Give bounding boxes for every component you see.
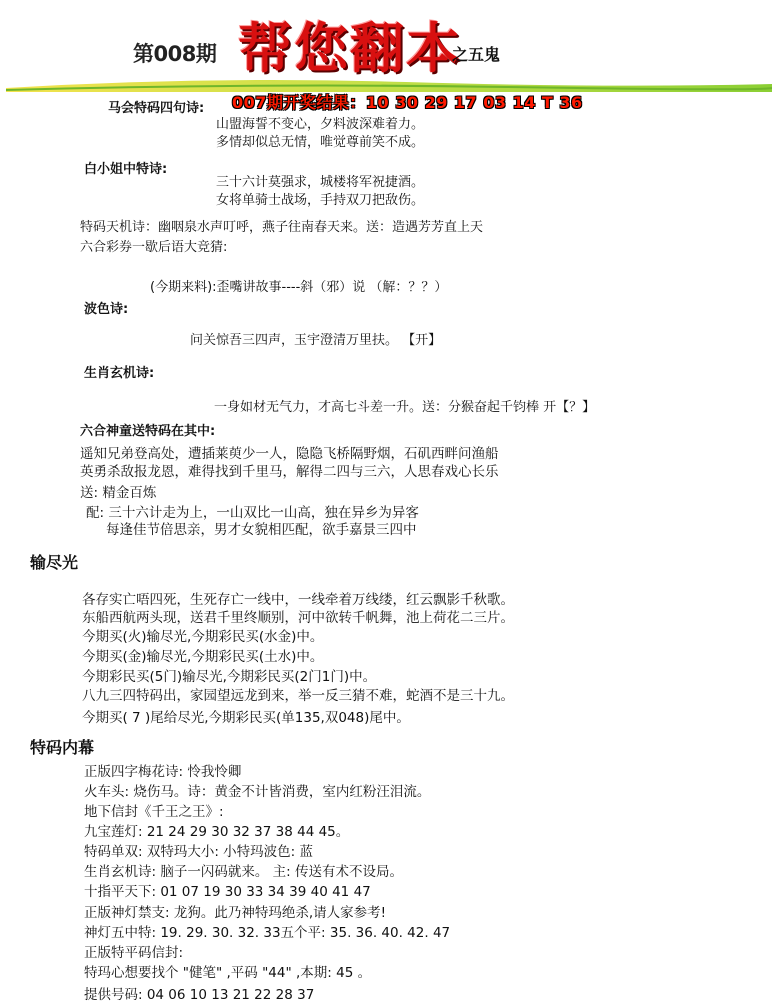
shujinguang-line: 各存实亡唔四死，生死存亡一线中，一线牵着万线缕，红云飘影千秋歌。 [82, 592, 514, 608]
riddle-label: 六合彩券一歇后语大竞猜: [80, 240, 228, 255]
poem-label-bose: 波色诗: [84, 302, 129, 317]
neimu-line: 正版四字梅花诗: 怜我怜卿 [84, 764, 242, 780]
shentong-line: 遥知兄弟登高处，遭插莱萸少一人，隐隐飞桥隔野烟，石矶西畔问渔船 [80, 446, 499, 462]
neimu-line: 正版神灯禁支: 龙狗。此乃神特玛绝杀,请人家参考! [84, 905, 387, 921]
shujinguang-line: 今期彩民买(5门)输尽光,今期彩民买(2门1门)中。 [82, 669, 377, 685]
poem-line: 女将单骑士战场，手持双刀把敌伤。 [216, 193, 425, 208]
bose-poem: 问关惊吾三四声，玉宇澄清万里扶。 【开】 [190, 333, 442, 348]
shentong-label: 六合神童送特码在其中: [80, 424, 216, 439]
tianji-poem: 特码天机诗：幽咽泉水声叮呼，燕子往南春天来。送：造遇芳芳直上天 [80, 220, 484, 235]
riddle-text: (今期来料):歪嘴讲故事----斜（邪）说 （解：？？） [150, 280, 448, 295]
shentong-line: 英勇杀敌报龙恩，难得找到千里马，解得二四与三六，人思春戏心长乐 [80, 464, 499, 480]
neimu-line: 特玛心想要找个 "健笔" ,平码 "44" ,本期: 45 。 [84, 965, 372, 981]
section-title-temaneimu: 特码内幕 [30, 738, 95, 757]
neimu-line: 提供号码: 04 06 10 13 21 22 28 37 [84, 987, 315, 1003]
neimu-line: 火车头: 烧伤马。诗：黄金不计皆消费，室内红粉汪泪流。 [84, 784, 431, 800]
poem-line: 山盟海誓不变心，夕料波深难着力。 [216, 117, 425, 132]
draw-result: 007期开奖结果：10 30 29 17 03 14 T 36 [232, 93, 583, 112]
neimu-line: 神灯五中特: 19. 29. 30. 32. 33五个平: 35. 36. 40. 42. 47 [84, 925, 451, 941]
poem-label-shengxiao: 生肖玄机诗: [84, 366, 155, 381]
shujinguang-line: 八九三四特码出，家园望远龙到来，举一反三猜不难，蛇酒不是三十九。 [82, 688, 514, 704]
neimu-line: 地下信封《千王之王》: [84, 804, 224, 820]
poem-line: 三十六计莫强求，城楼将军祝捷酒。 [216, 175, 425, 190]
neimu-line: 生肖玄机诗: 脑子一闪码就来。 主: 传送有术不设局。 [84, 864, 403, 880]
shengxiao-poem: 一身如材无气力，才高七斗差一升。送：分猴奋起千钧棒 开【？】 [214, 400, 596, 415]
shentong-send: 送: 精金百炼 [80, 485, 157, 501]
poem-label-baixiaojie: 白小姐中特诗: [84, 162, 168, 177]
section-title-shujinguang: 输尽光 [30, 553, 79, 572]
shujinguang-line: 今期买(火)输尽光,今期彩民买(水金)中。 [82, 629, 324, 645]
issue-number: 第008期 [133, 42, 217, 66]
page-subtitle: 之五鬼 [452, 45, 501, 64]
neimu-line: 九宝莲灯: 21 24 29 30 32 37 38 44 45。 [84, 824, 350, 840]
shujinguang-line: 今期买(金)输尽光,今期彩民买(土水)中。 [82, 649, 324, 665]
shujinguang-line: 东船西航两头现，送君千里终顺别，河中欲转千帆舞，池上荷花二三片。 [82, 610, 514, 626]
poem-label-mahui: 马会特码四句诗: [108, 101, 205, 116]
neimu-line: 正版特平码信封: [84, 945, 184, 961]
neimu-line: 十指平天下: 01 07 19 30 33 34 39 40 41 47 [84, 884, 371, 900]
shujinguang-line: 今期买( 7 )尾给尽光,今期彩民买(单135,双048)尾中。 [82, 710, 410, 726]
neimu-line: 特码单双: 双特玛大小: 小特玛波色: 蓝 [84, 844, 314, 860]
poem-line: 多情却似总无情，唯觉尊前笑不成。 [216, 135, 425, 150]
shentong-pair: 每逢佳节倍思亲，男才女貌相匹配，欲手嘉景三四中 [106, 522, 417, 538]
page-title: 帮您翻本 [238, 16, 462, 80]
shentong-pair: 配: 三十六计走为上，一山双比一山高，独在异乡为异客 [86, 505, 419, 521]
